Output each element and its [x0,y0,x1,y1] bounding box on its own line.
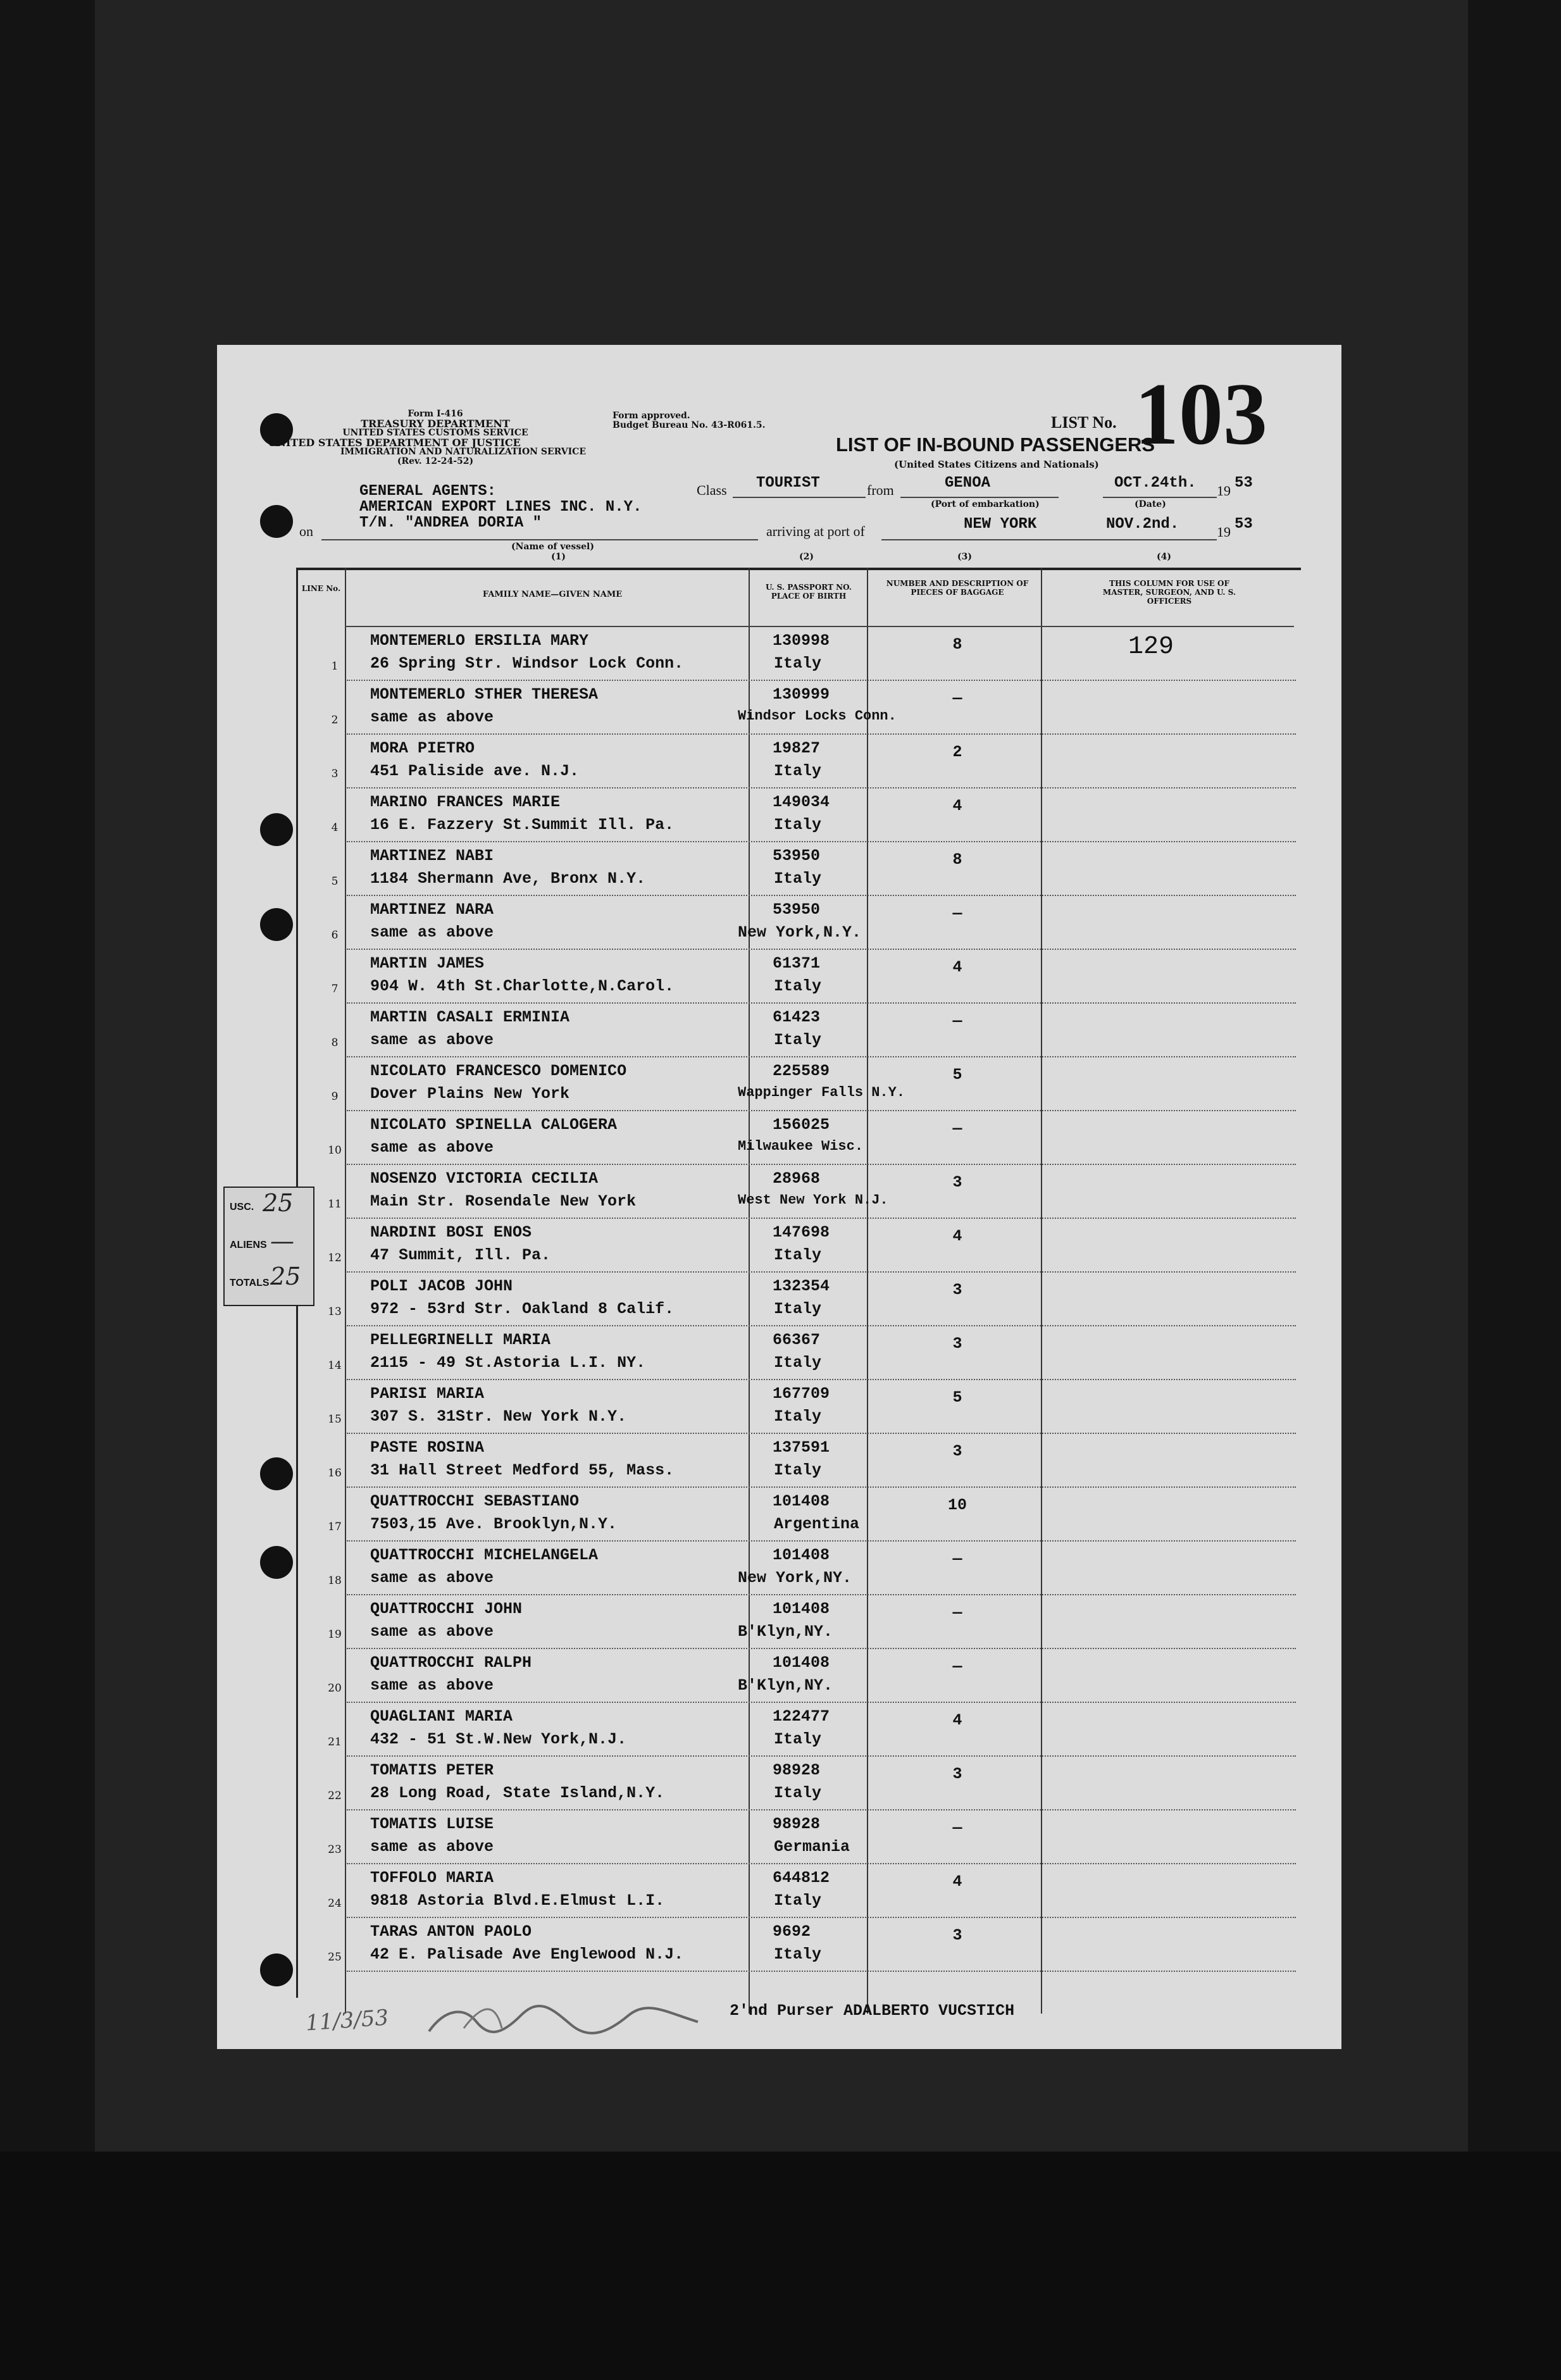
passenger-name: QUAGLIANI MARIA [370,1707,513,1726]
line-number: 19 [328,1628,342,1641]
passenger-address: Dover Plains New York [370,1085,570,1103]
passenger-address: same as above [370,1031,494,1049]
passenger-name: QUATTROCCHI JOHN [370,1600,523,1618]
place-of-birth: Germania [774,1838,850,1856]
table-row [217,1272,1341,1326]
passport-number: 132354 [773,1277,830,1295]
baggage-count: 4 [952,1227,962,1245]
place-of-birth: Windsor Locks Conn. [738,708,897,724]
passenger-name: TOFFOLO MARIA [370,1869,494,1887]
line-number: 14 [328,1359,342,1372]
form-revision: (Rev. 12-24-52) [397,456,474,466]
passenger-address: 28 Long Road, State Island,N.Y. [370,1784,665,1802]
place-of-birth: New York,N.Y. [738,923,862,942]
arrival-underline [881,539,1116,540]
justice-dept: UNITED STATES DEPARTMENT OF JUSTICE [268,437,521,449]
date-arrival: NOV.2nd. [1106,516,1179,533]
passport-number: 101408 [773,1600,830,1618]
passport-number: 167709 [773,1385,830,1403]
passenger-name: POLI JACOB JOHN [370,1277,513,1295]
passenger-name: MARTINEZ NARA [370,900,494,919]
class-underline [733,497,866,498]
baggage-count: 4 [952,958,962,976]
manifest-page [217,345,1341,2049]
table-row [217,626,1341,680]
baggage-count: — [952,689,962,707]
passport-number: 644812 [773,1869,830,1887]
passenger-address: same as above [370,1676,494,1695]
baggage-count: — [952,904,962,923]
year2: 53 [1234,516,1253,533]
passport-number: 66367 [773,1331,821,1349]
col-header-line-no: LINE No. [301,584,341,593]
line-number: 22 [328,1790,342,1802]
passport-number: 130998 [773,632,830,650]
passenger-address: 307 S. 31Str. New York N.Y. [370,1407,627,1426]
col4-caption: (4) [1157,552,1171,562]
baggage-count: 5 [952,1066,962,1084]
col-header-name: FAMILY NAME—GIVEN NAME [482,590,623,599]
baggage-count: 4 [952,1711,962,1729]
table-row [217,1218,1341,1272]
place-of-birth: Italy [774,1300,822,1318]
form-approved: Form approved. [613,411,690,421]
baggage-count: — [952,1657,962,1676]
table-row [217,1648,1341,1702]
port-underline [900,497,1059,498]
col2-caption: (2) [799,552,814,562]
table-row [217,1380,1341,1433]
place-of-birth: Wappinger Falls N.Y. [738,1085,905,1100]
place-of-birth: Italy [774,762,822,780]
vessel-name: T/N. "ANDREA DORIA " [359,514,542,532]
passport-number: 53950 [773,900,821,919]
passport-number: 98928 [773,1761,821,1779]
place-of-birth: New York,NY. [738,1569,852,1587]
agents-company: AMERICAN EXPORT LINES INC. N.Y. [359,499,642,516]
passport-number: 9692 [773,1922,811,1941]
form-header-block [268,409,586,466]
passenger-name: NICOLATO FRANCESCO DOMENICO [370,1062,627,1080]
table-row [217,1917,1341,1971]
col3-caption: (3) [957,552,972,562]
table-row [217,949,1341,1003]
line-number: 2 [331,714,339,726]
line-number: 25 [328,1951,342,1964]
line-number: 8 [331,1037,339,1049]
baggage-count: 3 [952,1442,962,1461]
handwritten-signature [426,1997,704,2041]
form-number: Form I-416 [407,409,463,419]
passenger-name: PARISI MARIA [370,1385,485,1403]
officer-note: 129 [1128,633,1174,661]
table-row [217,1111,1341,1164]
date-underline [1103,497,1217,498]
passport-number: 101408 [773,1492,830,1511]
table-row [217,788,1341,842]
passenger-address: 972 - 53rd Str. Oakland 8 Calif. [370,1300,675,1318]
place-of-birth: Italy [774,1354,822,1372]
usc-count: 25 [263,1189,294,1217]
passenger-name: TARAS ANTON PAOLO [370,1922,532,1941]
line-number: 23 [328,1843,342,1856]
line-number: 4 [331,821,339,834]
table-row [217,1810,1341,1864]
baggage-count: 3 [952,1281,962,1299]
table-row [217,1756,1341,1810]
table-row [217,1003,1341,1057]
port-caption: (Port of embarkation) [931,499,1040,509]
passenger-name: QUATTROCCHI RALPH [370,1654,532,1672]
date-embarkation: OCT.24th. [1114,475,1197,492]
passenger-address: 42 E. Palisade Ave Englewood N.J. [370,1945,684,1964]
tally-box [223,1187,314,1306]
line-number: 6 [331,929,339,942]
baggage-count: 10 [947,1496,967,1514]
aliens-count: — [270,1227,294,1255]
line-number: 15 [328,1413,342,1426]
baggage-count: 8 [952,635,962,654]
aliens-label: ALIENS [230,1240,267,1250]
ins-service: IMMIGRATION AND NATURALIZATION SERVICE [340,447,586,457]
passenger-address: 2115 - 49 St.Astoria L.I. NY. [370,1354,646,1372]
place-of-birth: B'Klyn,NY. [738,1676,833,1695]
col-header-passport: U. S. PASSPORT NO. PLACE OF BIRTH [765,583,852,601]
baggage-count: — [952,1550,962,1568]
line-number: 13 [328,1305,342,1318]
line-number: 20 [328,1682,342,1695]
passenger-name: MORA PIETRO [370,739,475,757]
class-label: Class [697,482,727,498]
baggage-count: 2 [952,743,962,761]
line-number: 11 [328,1198,342,1211]
place-of-birth: Italy [774,869,822,888]
baggage-count: 8 [952,850,962,869]
punch-hole [260,505,293,538]
table-row [217,1326,1341,1380]
place-of-birth: B'Klyn,NY. [738,1623,833,1641]
baggage-count: 3 [952,1173,962,1192]
passport-number: 53950 [773,847,821,865]
arriving-label: arriving at port of [766,523,865,539]
treasury-dept: TREASURY DEPARTMENT [361,418,510,430]
list-title: LIST OF IN-BOUND PASSENGERS [836,433,1155,456]
arrival-date-underline [1097,539,1217,540]
passport-number: 61423 [773,1008,821,1026]
baggage-count: 4 [952,1872,962,1891]
passport-number: 122477 [773,1707,830,1726]
passenger-address: 904 W. 4th St.Charlotte,N.Carol. [370,977,675,995]
place-of-birth: Argentina [774,1515,860,1533]
passenger-name: NOSENZO VICTORIA CECILIA [370,1169,599,1188]
table-row [217,842,1341,895]
table-top-rule [296,568,1301,570]
table-row [217,895,1341,949]
table-row [217,1433,1341,1487]
passport-number: 98928 [773,1815,821,1833]
passenger-name: MONTEMERLO STHER THERESA [370,685,599,704]
passenger-name: PELLEGRINELLI MARIA [370,1331,551,1349]
passport-number: 137591 [773,1438,830,1457]
list-subtitle: (United States Citizens and Nationals) [894,459,1099,470]
row-separator [347,1971,1296,1972]
handwritten-date: 11/3/53 [304,2005,390,2036]
passport-number: 101408 [773,1654,830,1672]
year1: 53 [1234,475,1253,492]
baggage-count: — [952,1604,962,1622]
form-approval [613,411,766,430]
line-number: 21 [328,1736,342,1748]
baggage-count: 3 [952,1765,962,1783]
list-number: 103 [1135,365,1267,463]
baggage-count: — [952,1819,962,1837]
passenger-address: 1184 Shermann Ave, Bronx N.Y. [370,869,646,888]
table-row [217,1702,1341,1756]
from-label: from [867,482,894,498]
line-number: 12 [328,1252,342,1264]
passenger-name: QUATTROCCHI MICHELANGELA [370,1546,599,1564]
passenger-name: TOMATIS LUISE [370,1815,494,1833]
passport-number: 28968 [773,1169,821,1188]
table-row [217,1864,1341,1917]
place-of-birth: Italy [774,977,822,995]
passport-number: 225589 [773,1062,830,1080]
table-row [217,734,1341,788]
col1-caption: (1) [551,552,566,562]
passenger-name: MARINO FRANCES MARIE [370,793,561,811]
line-number: 16 [328,1467,342,1480]
line-number: 9 [331,1090,339,1103]
passport-number: 19827 [773,739,821,757]
passenger-address: 31 Hall Street Medford 55, Mass. [370,1461,675,1480]
passenger-name: NICOLATO SPINELLA CALOGERA [370,1116,618,1134]
general-agents-label: GENERAL AGENTS: [359,483,497,500]
table-row [217,1164,1341,1218]
totals-count: 25 [270,1262,301,1290]
table-row [217,680,1341,734]
table-row [217,1057,1341,1111]
totals-label: TOTALS [230,1278,270,1288]
place-of-birth: Italy [774,654,822,673]
port-embarkation: GENOA [945,475,991,492]
passenger-address: same as above [370,1838,494,1856]
class-value: TOURIST [756,475,820,492]
baggage-count: 4 [952,797,962,815]
vessel-caption: (Name of vessel) [511,542,594,552]
passport-number: 149034 [773,793,830,811]
passport-number: 130999 [773,685,830,704]
table-row [217,1541,1341,1595]
place-of-birth: Italy [774,816,822,834]
col-header-baggage: NUMBER AND DESCRIPTION OF PIECES OF BAGGAGE [886,579,1029,597]
passenger-name: PASTE ROSINA [370,1438,485,1457]
passenger-address: 47 Summit, Ill. Pa. [370,1246,551,1264]
passenger-name: MARTIN CASALI ERMINIA [370,1008,570,1026]
line-number: 24 [328,1897,342,1910]
passenger-address: same as above [370,1623,494,1641]
list-no-label: LIST No. [1051,413,1117,432]
budget-bureau: Budget Bureau No. 43-R061.5. [613,420,766,430]
passenger-address: 451 Paliside ave. N.J. [370,762,580,780]
passenger-address: Main Str. Rosendale New York [370,1192,637,1211]
line-number: 18 [328,1574,342,1587]
place-of-birth: Italy [774,1031,822,1049]
line-number: 3 [331,768,339,780]
place-of-birth: Italy [774,1246,822,1264]
vessel-underline [321,539,758,540]
year1-prefix: 19 [1217,483,1231,499]
table-row [217,1595,1341,1648]
place-of-birth: Italy [774,1407,822,1426]
passenger-address: same as above [370,1138,494,1157]
table-row [217,1487,1341,1541]
date-caption: (Date) [1135,499,1166,509]
baggage-count: 3 [952,1335,962,1353]
on-label: on [299,523,313,539]
place-of-birth: Italy [774,1461,822,1480]
place-of-birth: Milwaukee Wisc. [738,1138,864,1154]
port-arrival: NEW YORK [964,516,1037,533]
baggage-count: — [952,1119,962,1138]
line-number: 17 [328,1521,342,1533]
col-header-officers: THIS COLUMN FOR USE OF MASTER, SURGEON, AND U. S. OFFICERS [1102,579,1236,606]
line-number: 7 [331,983,339,995]
passenger-name: QUATTROCCHI SEBASTIANO [370,1492,580,1511]
line-number: 10 [328,1144,342,1157]
passenger-name: MONTEMERLO ERSILIA MARY [370,632,589,650]
baggage-count: 3 [952,1926,962,1945]
passport-number: 101408 [773,1546,830,1564]
passenger-address: 26 Spring Str. Windsor Lock Conn. [370,654,684,673]
year2-prefix: 19 [1217,524,1231,540]
place-of-birth: Italy [774,1891,822,1910]
passenger-address: same as above [370,1569,494,1587]
passenger-name: TOMATIS PETER [370,1761,494,1779]
passenger-name: MARTINEZ NABI [370,847,494,865]
place-of-birth: Italy [774,1945,822,1964]
passport-number: 147698 [773,1223,830,1242]
passenger-address: 9818 Astoria Blvd.E.Elmust L.I. [370,1891,665,1910]
place-of-birth: West New York N.J. [738,1192,888,1208]
baggage-count: — [952,1012,962,1030]
place-of-birth: Italy [774,1784,822,1802]
passenger-name: MARTIN JAMES [370,954,485,973]
passenger-address: 16 E. Fazzery St.Summit Ill. Pa. [370,816,675,834]
passenger-name: NARDINI BOSI ENOS [370,1223,532,1242]
line-number: 1 [331,660,339,673]
usc-label: USC. [230,1202,254,1212]
line-number: 5 [331,875,339,888]
passenger-address: 7503,15 Ave. Brooklyn,N.Y. [370,1515,618,1533]
passenger-address: same as above [370,708,494,726]
passenger-address: 432 - 51 St.W.New York,N.J. [370,1730,627,1748]
passport-number: 156025 [773,1116,830,1134]
passport-number: 61371 [773,954,821,973]
purser-signature-line: 2'nd Purser ADALBERTO VUCSTICH [730,2002,1015,2020]
passenger-address: same as above [370,923,494,942]
film-bottom-edge [0,2152,1561,2380]
place-of-birth: Italy [774,1730,822,1748]
customs-service: UNITED STATES CUSTOMS SERVICE [342,428,528,438]
baggage-count: 5 [952,1388,962,1407]
